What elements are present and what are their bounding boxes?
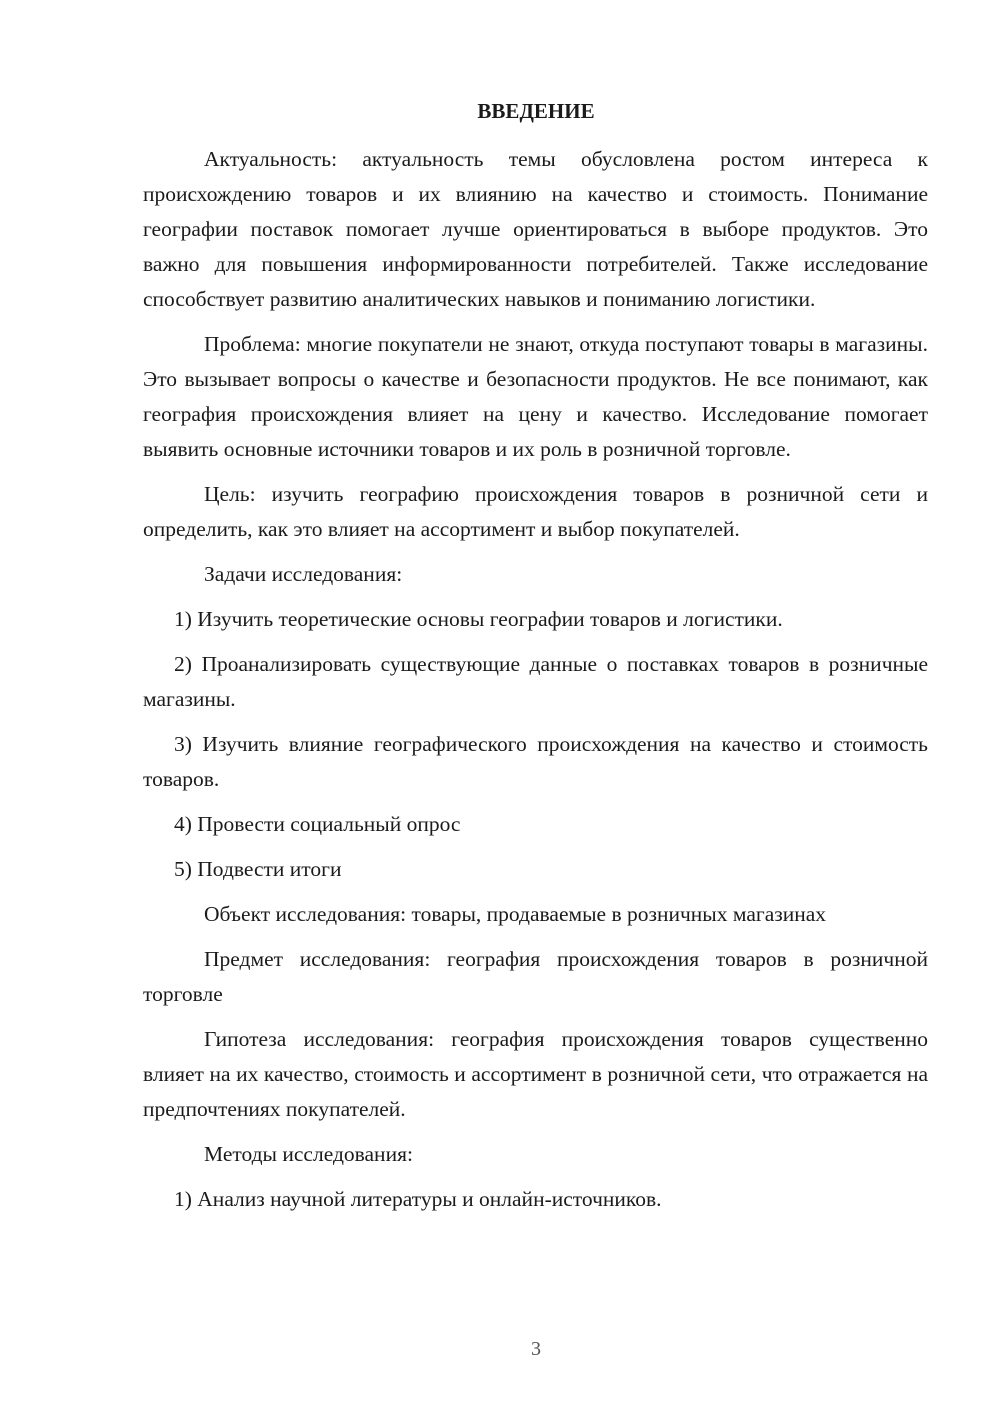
paragraph-problem: Проблема: многие покупатели не знают, откуда поступают товары в магазины. Это вызывает вопросы о качестве и безопасности продуктов. Не все понимают, как география происхождения влияет на цену и качество. Исследование помогает выявить основные источники товаров и их роль в розничной торговле. xyxy=(143,332,928,461)
paragraph-methods-heading: Методы исследования: xyxy=(204,1142,413,1166)
paragraph-hypothesis: Гипотеза исследования: география происхождения товаров существенно влияет на их качество, стоимость и ассортимент в розничной сети, что отражается на предпочтениях покупателей. xyxy=(143,1027,928,1121)
task-item-4: 4) Провести социальный опрос xyxy=(174,812,461,836)
section-title: ВВЕДЕНИЕ xyxy=(477,99,595,123)
paragraph-goal: Цель: изучить географию происхождения товаров в розничной сети и определить, как это влияет на ассортимент и выбор покупателей. xyxy=(143,482,928,541)
method-item-1: 1) Анализ научной литературы и онлайн-источников. xyxy=(174,1187,662,1211)
paragraph-relevance: Актуальность: актуальность темы обусловлена ростом интереса к происхождению товаров и их влиянию на качество и стоимость. Понимание географии поставок помогает лучше ориентироваться в выборе продуктов. Это важно для повышения информированности потребителей. Также исследование способствует развитию аналитических навыков и пониманию логистики. xyxy=(143,147,928,311)
task-item-1: 1) Изучить теоретические основы географии товаров и логистики. xyxy=(174,607,783,631)
paragraph-subject: Предмет исследования: география происхождения товаров в розничной торговле xyxy=(143,947,928,1006)
page-number: 3 xyxy=(531,1338,541,1360)
task-item-3: 3) Изучить влияние географического происхождения на качество и стоимость товаров. xyxy=(143,732,928,791)
paragraph-tasks-heading: Задачи исследования: xyxy=(204,562,403,586)
document-body xyxy=(143,142,928,1227)
task-item-2: 2) Проанализировать существующие данные о поставках товаров в розничные магазины. xyxy=(143,652,928,711)
task-item-5: 5) Подвести итоги xyxy=(174,857,342,881)
paragraph-object: Объект исследования: товары, продаваемые в розничных магазинах xyxy=(204,902,827,926)
